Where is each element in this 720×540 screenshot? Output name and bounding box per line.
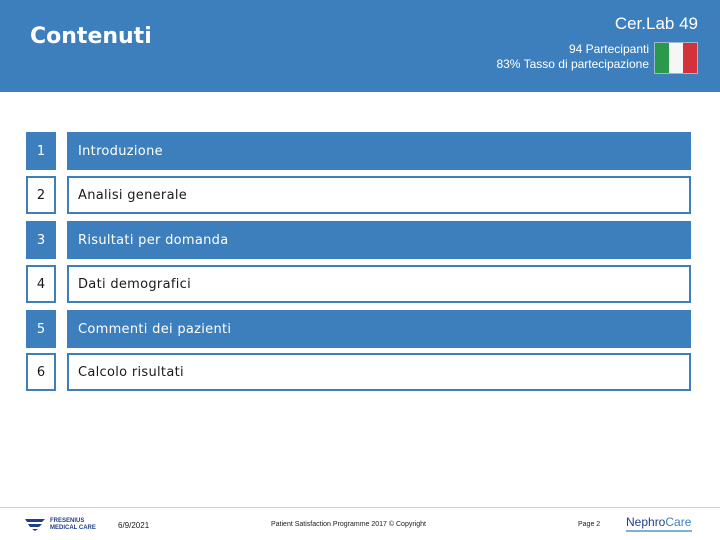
nephrocare-logo	[626, 515, 691, 529]
toc-label: Introduzione	[67, 132, 691, 170]
toc-number: 5	[26, 310, 56, 348]
fresenius-logo	[24, 514, 104, 536]
italy-flag-icon	[654, 42, 698, 74]
participation-rate: 83% Tasso di partecipazione	[496, 57, 649, 71]
toc-number: 3	[26, 221, 56, 259]
nephrocare-swoosh	[626, 530, 692, 532]
toc-item-commenti-dei-pazienti[interactable]	[26, 310, 691, 348]
fresenius-logo-line1: FRESENIUS	[50, 518, 85, 524]
toc-number: 6	[26, 353, 56, 391]
fresenius-logo-line2: MEDICAL CARE	[50, 525, 96, 531]
page-title: Contenuti	[30, 24, 152, 49]
participants-count: 94 Partecipanti	[568, 42, 649, 56]
toc-item-dati-demografici[interactable]	[26, 265, 691, 303]
toc-label: Calcolo risultati	[67, 353, 691, 391]
toc-item-analisi-generale[interactable]	[26, 176, 691, 214]
toc-label: Commenti dei pazienti	[67, 310, 691, 348]
toc-item-introduzione[interactable]	[26, 132, 691, 170]
nephrocare-logo-part1: Nephro	[626, 515, 666, 529]
nephrocare-logo-part2: Care	[665, 515, 692, 529]
toc-number: 4	[26, 265, 56, 303]
toc-item-calcolo-risultati[interactable]	[26, 353, 691, 391]
footer-copyright: Patient Satisfaction Programme 2017 © Copyright	[271, 521, 426, 528]
toc-label: Dati demografici	[67, 265, 691, 303]
flag-stripe-green	[655, 43, 669, 73]
toc-label: Analisi generale	[67, 176, 691, 214]
flag-stripe-red	[683, 43, 697, 73]
flag-stripe-white	[669, 43, 683, 73]
header-bar	[0, 0, 720, 92]
page-number: Page 2	[578, 521, 601, 528]
footer-date: 6/9/2021	[118, 521, 150, 530]
toc-number: 2	[26, 176, 56, 214]
fresenius-logo-text	[50, 518, 96, 532]
toc-label: Risultati per domanda	[67, 221, 691, 259]
lab-name: Cer.Lab 49	[614, 14, 698, 33]
toc-item-risultati-per-domanda[interactable]	[26, 221, 691, 259]
toc-number: 1	[26, 132, 56, 170]
footer-divider	[0, 507, 720, 508]
fresenius-mark-icon	[24, 517, 46, 531]
